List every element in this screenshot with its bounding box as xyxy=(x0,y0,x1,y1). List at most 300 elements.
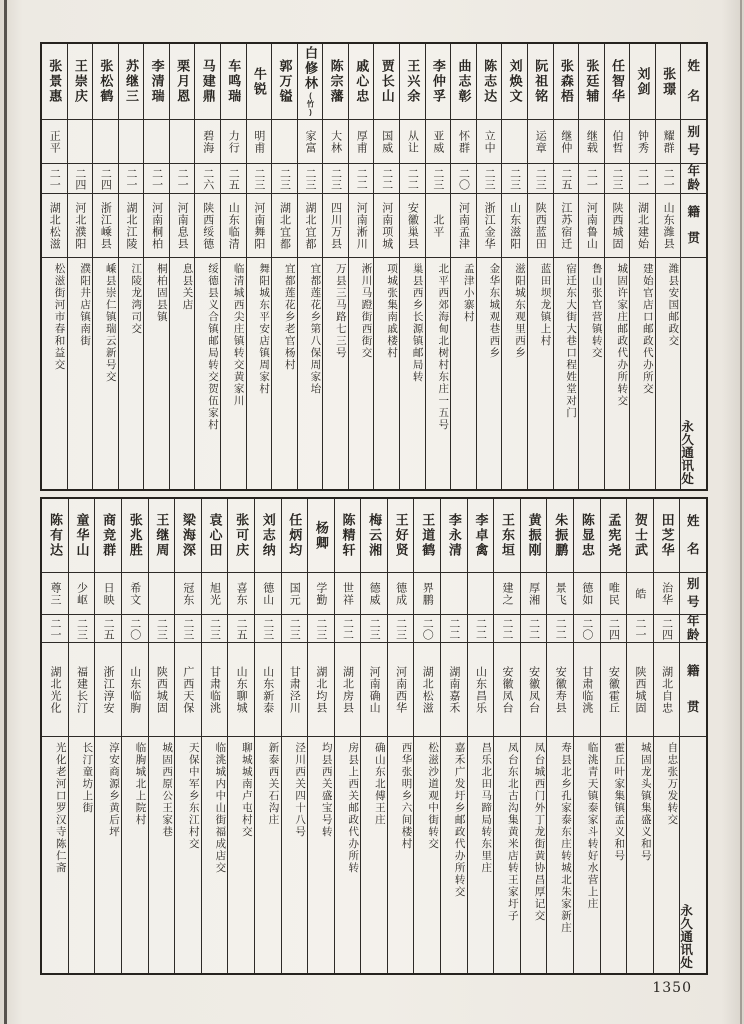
name-cell: 马建鼎 xyxy=(195,44,220,120)
age-cell: 二二 xyxy=(468,615,494,643)
header-age-label: 年 龄 xyxy=(681,164,706,194)
alias-cell: 唯民 xyxy=(601,573,627,615)
native-cell: 广西天保 xyxy=(175,643,201,737)
native-cell: 河北濮阳 xyxy=(68,194,93,258)
bottom-directory-table xyxy=(40,497,708,975)
age-cell: 二一 xyxy=(42,615,68,643)
native-cell: 湖北建始 xyxy=(630,194,655,258)
alias-cell: 厚湘 xyxy=(521,573,547,615)
name-cell: 贾长山 xyxy=(374,44,399,120)
address-cell: 嵊县崇仁镇瑞云新号交 xyxy=(104,263,117,383)
address-cell: 北平西郊海甸北树村东庄一五号 xyxy=(437,263,450,431)
age-cell: 二二 xyxy=(374,164,399,194)
person-column xyxy=(92,44,118,489)
native-cell: 河南鲁山 xyxy=(579,194,604,258)
person-column xyxy=(626,499,653,973)
age-cell: 二三 xyxy=(202,615,228,643)
person-column xyxy=(467,499,494,973)
header-column xyxy=(679,499,706,973)
alias-cell: 建之 xyxy=(494,573,520,615)
name-cell: 王继周 xyxy=(149,499,175,573)
native-cell: 浙江金华 xyxy=(477,194,502,258)
name-cell: 黄振刚 xyxy=(521,499,547,573)
address-cell: 长汀童坊上街 xyxy=(81,742,94,814)
address-cell: 潍县安国邮政交 xyxy=(667,263,680,347)
native-cell: 安徽寿县 xyxy=(547,643,573,737)
alias-cell: 钟秀 xyxy=(630,120,655,164)
age-cell: 二三 xyxy=(308,615,334,643)
age-cell: 二四 xyxy=(601,615,627,643)
person-column xyxy=(476,44,502,489)
person-column xyxy=(546,499,573,973)
alias-cell: 治华 xyxy=(654,573,680,615)
age-cell: 二〇 xyxy=(414,615,440,643)
alias-cell: 耀群 xyxy=(656,120,681,164)
person-column xyxy=(174,499,201,973)
person-column xyxy=(520,499,547,973)
address-cell: 万县三马路七三号 xyxy=(334,263,347,359)
native-cell: 河南舞阳 xyxy=(247,194,272,258)
person-column xyxy=(387,499,414,973)
address-cell: 息县关店 xyxy=(181,263,194,311)
address-cell: 天保中军乡东江村交 xyxy=(187,742,200,850)
person-column xyxy=(220,44,246,489)
header-alias-label: 别 号 xyxy=(681,120,706,164)
native-cell: 甘肃泾川 xyxy=(282,643,308,737)
native-cell: 陕西绥德 xyxy=(195,194,220,258)
header-age-label: 年 龄 xyxy=(680,615,706,643)
address-cell: 松滋街河市春和益交 xyxy=(53,263,66,371)
address-cell: 光化老河口罗汉寺陈仁斋 xyxy=(54,742,67,874)
address-cell: 舞阳城东平安店镇周家村 xyxy=(258,263,271,395)
native-cell: 山东新泰 xyxy=(255,643,281,737)
alias-cell: 少岖 xyxy=(69,573,95,615)
name-cell: 牛锐 xyxy=(247,44,272,120)
native-cell: 湖北松滋 xyxy=(42,194,67,258)
address-cell: 宜都莲花乡第八保周家坮 xyxy=(309,263,322,395)
address-cell: 濮阳井店镇南街 xyxy=(79,263,92,347)
address-cell: 建始官店口邮政代办所交 xyxy=(641,263,654,395)
alias-cell: 皓 xyxy=(627,573,653,615)
address-cell: 嘉禾广发圩乡邮政代办所转交 xyxy=(453,742,466,898)
address-cell: 凤台东北古沟集黄米店转王家圩子 xyxy=(506,742,519,922)
address-cell: 聊城城南卢屯村交 xyxy=(240,742,253,838)
age-cell: 二〇 xyxy=(574,615,600,643)
person-column xyxy=(227,499,254,973)
alias-cell: 世祥 xyxy=(335,573,361,615)
address-cell: 蓝田坝龙镇上村 xyxy=(539,263,552,347)
native-cell: 湖北均县 xyxy=(308,643,334,737)
age-cell: 二三 xyxy=(247,164,272,194)
address-cell: 孟津小寨村 xyxy=(462,263,475,323)
age-cell: 二三 xyxy=(528,164,553,194)
native-cell: 陕西城固 xyxy=(627,643,653,737)
alias-cell: 希文 xyxy=(122,573,148,615)
person-column xyxy=(413,499,440,973)
alias-cell: 德威 xyxy=(361,573,387,615)
address-cell: 泾川西关四十八号 xyxy=(294,742,307,838)
address-cell: 临洮青天镇泰家斗转好水营上庄 xyxy=(586,742,599,910)
age-cell: 二二 xyxy=(521,615,547,643)
address-cell: 确山东北傅王庄 xyxy=(373,742,386,826)
name-cell: 车鸣瑞 xyxy=(221,44,246,120)
name-cell: 朱振鹏 xyxy=(547,499,573,573)
header-native-label: 籍 贯 xyxy=(681,194,706,258)
age-cell: 二三 xyxy=(477,164,502,194)
alias-cell: 力行 xyxy=(221,120,246,164)
address-cell: 新泰西关石沟庄 xyxy=(267,742,280,826)
alias-cell: 德成 xyxy=(388,573,414,615)
alias-cell: 学勤 xyxy=(308,573,334,615)
native-cell: 湖北光化 xyxy=(42,643,68,737)
alias-cell: 正平 xyxy=(42,120,67,164)
name-cell: 王崇庆 xyxy=(68,44,93,120)
name-cell: 刘志纳 xyxy=(255,499,281,573)
person-column xyxy=(655,44,681,489)
top-directory-table xyxy=(40,42,708,491)
native-cell: 河南项城 xyxy=(374,194,399,258)
person-column xyxy=(68,499,95,973)
alias-cell: 怀群 xyxy=(451,120,476,164)
address-cell: 寿县北乡孔家泰东庄转城北朱家新庄 xyxy=(560,742,573,934)
alias-cell xyxy=(468,573,494,615)
person-column xyxy=(246,44,272,489)
person-column xyxy=(450,44,476,489)
age-cell: 二三 xyxy=(149,615,175,643)
native-cell: 福建长汀 xyxy=(69,643,95,737)
name-cell: 任智华 xyxy=(605,44,630,120)
address-cell: 城固西原公王家巷 xyxy=(161,742,174,838)
native-cell: 甘肃临洮 xyxy=(574,643,600,737)
person-column xyxy=(42,44,67,489)
native-cell: 陕西城固 xyxy=(149,643,175,737)
native-cell: 山东聊城 xyxy=(228,643,254,737)
name-cell: 苏继三 xyxy=(119,44,144,120)
person-column xyxy=(322,44,348,489)
person-column xyxy=(493,499,520,973)
native-cell: 河南西华 xyxy=(388,643,414,737)
name-cell: 陈宗藩 xyxy=(323,44,348,120)
name-cell: 童华山 xyxy=(69,499,95,573)
name-cell: 张景惠 xyxy=(42,44,67,120)
address-cell: 均县西关盛宝号转 xyxy=(320,742,333,838)
header-column xyxy=(680,44,706,489)
person-column xyxy=(604,44,630,489)
age-cell: 二二 xyxy=(547,615,573,643)
name-cell: 阮祖铭 xyxy=(528,44,553,120)
age-cell: 二二 xyxy=(335,615,361,643)
native-cell: 安徽凤台 xyxy=(521,643,547,737)
alias-cell xyxy=(119,120,144,164)
alias-cell: 碧海 xyxy=(195,120,220,164)
address-cell: 淳安商源乡黄后坪 xyxy=(107,742,120,838)
native-cell: 湖北松滋 xyxy=(414,643,440,737)
alias-cell: 日映 xyxy=(95,573,121,615)
age-cell: 二二 xyxy=(400,164,425,194)
age-cell: 二三 xyxy=(605,164,630,194)
name-cell: 陈志达 xyxy=(477,44,502,120)
name-cell: 张松鹤 xyxy=(93,44,118,120)
age-cell: 二三 xyxy=(272,164,297,194)
address-cell: 宜都莲花乡老官杨村 xyxy=(283,263,296,371)
native-cell: 河南息县 xyxy=(170,194,195,258)
age-cell: 二三 xyxy=(69,615,95,643)
person-column xyxy=(194,44,220,489)
name-cell: 刘剑 xyxy=(630,44,655,120)
header-address-label: 永 久 通 讯 处 xyxy=(680,904,693,970)
age-cell: 二一 xyxy=(579,164,604,194)
person-column xyxy=(94,499,121,973)
age-cell: 二一 xyxy=(119,164,144,194)
person-column xyxy=(653,499,680,973)
address-cell: 项城张集南戚楼村 xyxy=(386,263,399,359)
alias-cell xyxy=(149,573,175,615)
person-column xyxy=(527,44,553,489)
person-column xyxy=(281,499,308,973)
age-cell: 二一 xyxy=(627,615,653,643)
person-column xyxy=(254,499,281,973)
person-column xyxy=(440,499,467,973)
age-cell: 二三 xyxy=(361,615,387,643)
native-cell: 湖南嘉禾 xyxy=(441,643,467,737)
address-cell: 城固龙头镇集盛义和号 xyxy=(639,742,652,862)
person-column xyxy=(297,44,323,489)
alias-cell xyxy=(441,573,467,615)
address-cell: 江陵龙湾司交 xyxy=(130,263,143,335)
age-cell: 二三 xyxy=(323,164,348,194)
native-cell: 安徽凤台 xyxy=(494,643,520,737)
native-cell: 山东滋阳 xyxy=(502,194,527,258)
age-cell: 二二 xyxy=(441,615,467,643)
alias-cell: 伯哲 xyxy=(605,120,630,164)
address-cell: 金华东城观巷西乡 xyxy=(488,263,501,359)
name-cell: 张可庆 xyxy=(228,499,254,573)
native-cell: 湖北江陵 xyxy=(119,194,144,258)
name-cell: 戚心忠 xyxy=(349,44,374,120)
address-cell: 淅川马蹬街西街交 xyxy=(360,263,373,359)
name-cell: 张廷辅 xyxy=(579,44,604,120)
name-cell: 商竞群 xyxy=(95,499,121,573)
address-cell: 凤台城西门外丁龙街黄协昌厚记交 xyxy=(533,742,546,922)
native-cell: 江苏宿迁 xyxy=(554,194,579,258)
age-cell: 二三 xyxy=(255,615,281,643)
alias-cell: 厚甫 xyxy=(349,120,374,164)
name-cell: 王道鹤 xyxy=(414,499,440,573)
person-column xyxy=(334,499,361,973)
person-column xyxy=(348,44,374,489)
person-column xyxy=(67,44,93,489)
native-cell: 湖北宜都 xyxy=(298,194,323,258)
age-cell: 二五 xyxy=(228,615,254,643)
alias-cell: 旭光 xyxy=(202,573,228,615)
header-address-label: 永 久 通 讯 处 xyxy=(681,420,694,486)
header-alias-label: 别 号 xyxy=(680,573,706,615)
person-column xyxy=(148,499,175,973)
header-native-label: 籍 贯 xyxy=(680,643,706,737)
age-cell: 二三 xyxy=(175,615,201,643)
person-column xyxy=(553,44,579,489)
native-cell: 四川万县 xyxy=(323,194,348,258)
address-cell: 滋阳城东观里西乡 xyxy=(513,263,526,359)
alias-cell: 尊三 xyxy=(42,573,68,615)
age-cell: 二一 xyxy=(170,164,195,194)
name-cell: 李卓禽 xyxy=(468,499,494,573)
age-cell: 二二 xyxy=(349,164,374,194)
alias-cell: 明甫 xyxy=(247,120,272,164)
address-cell: 城固许家庄邮政代办所转交 xyxy=(616,263,629,407)
name-cell: 梁海深 xyxy=(175,499,201,573)
person-column xyxy=(307,499,334,973)
alias-cell: 继仲 xyxy=(554,120,579,164)
person-column xyxy=(578,44,604,489)
age-cell: 二五 xyxy=(221,164,246,194)
alias-cell: 立中 xyxy=(477,120,502,164)
name-cell: 陈显忠 xyxy=(574,499,600,573)
address-cell: 西华张明乡六间楼村 xyxy=(400,742,413,850)
address-cell: 绥德县义合镇邮局转交贺伍家村 xyxy=(207,263,220,431)
alias-cell xyxy=(502,120,527,164)
name-cell: 曲志彰 xyxy=(451,44,476,120)
alias-cell: 喜东 xyxy=(228,573,254,615)
native-cell: 陕西蓝田 xyxy=(528,194,553,258)
age-cell: 二四 xyxy=(654,615,680,643)
alias-cell: 德山 xyxy=(255,573,281,615)
header-name-label: 姓 名 xyxy=(681,44,706,120)
native-cell: 河南淅川 xyxy=(349,194,374,258)
alias-cell: 亚威 xyxy=(426,120,451,164)
person-column xyxy=(629,44,655,489)
header-name-label: 姓 名 xyxy=(680,499,706,573)
alias-cell: 冠东 xyxy=(175,573,201,615)
age-cell: 二四 xyxy=(93,164,118,194)
name-annotation: (竹) xyxy=(306,91,316,117)
age-cell: 二一 xyxy=(42,164,67,194)
age-cell: 二四 xyxy=(68,164,93,194)
person-column xyxy=(360,499,387,973)
native-cell: 安徽霍丘 xyxy=(601,643,627,737)
alias-cell xyxy=(144,120,169,164)
alias-cell: 运章 xyxy=(528,120,553,164)
native-cell: 湖北宜都 xyxy=(272,194,297,258)
age-cell: 二〇 xyxy=(451,164,476,194)
person-column xyxy=(501,44,527,489)
address-cell: 临洮城内中山街福成店交 xyxy=(214,742,227,874)
person-column xyxy=(169,44,195,489)
age-cell: 二三 xyxy=(426,164,451,194)
person-column xyxy=(143,44,169,489)
alias-cell xyxy=(170,120,195,164)
native-cell: 山东临清 xyxy=(221,194,246,258)
name-cell: 李清瑞 xyxy=(144,44,169,120)
address-cell: 桐柏固县镇 xyxy=(155,263,168,323)
native-cell: 陕西城固 xyxy=(605,194,630,258)
name-cell: 栗月恩 xyxy=(170,44,195,120)
alias-cell: 国元 xyxy=(282,573,308,615)
person-column xyxy=(121,499,148,973)
alias-cell: 德如 xyxy=(574,573,600,615)
address-cell: 巢县西乡长源镇邮局转 xyxy=(411,263,424,383)
person-column xyxy=(573,499,600,973)
person-column xyxy=(399,44,425,489)
age-cell: 二五 xyxy=(554,164,579,194)
native-cell: 湖北房县 xyxy=(335,643,361,737)
page-number: 1350 xyxy=(652,980,692,996)
name-cell: 张璟 xyxy=(656,44,681,120)
address-cell: 鲁山张官营镇转交 xyxy=(590,263,603,359)
name-cell: 李永清 xyxy=(441,499,467,573)
alias-cell: 大林 xyxy=(323,120,348,164)
native-cell: 山东潍县 xyxy=(656,194,681,258)
alias-cell: 国威 xyxy=(374,120,399,164)
age-cell: 二三 xyxy=(502,164,527,194)
address-cell: 宿迁东大街大巷口程姓堂对门 xyxy=(565,263,578,419)
scan-gutter-edge xyxy=(4,0,7,1024)
address-cell: 昌乐北田马蹄局转东里庄 xyxy=(480,742,493,874)
address-cell: 临朐城北上院村 xyxy=(134,742,147,826)
name-cell: 陈有达 xyxy=(42,499,68,573)
native-cell: 山东昌乐 xyxy=(468,643,494,737)
name-cell: 杨卿 xyxy=(308,499,334,573)
name-cell: 田芝华 xyxy=(654,499,680,573)
name-cell: 贺士武 xyxy=(627,499,653,573)
native-cell: 湖北自忠 xyxy=(654,643,680,737)
name-cell: 王东垣 xyxy=(494,499,520,573)
age-cell: 二三 xyxy=(298,164,323,194)
alias-cell: 家富 xyxy=(298,120,323,164)
age-cell: 二一 xyxy=(630,164,655,194)
name-cell: 刘焕文 xyxy=(502,44,527,120)
native-cell: 北平 xyxy=(426,194,451,258)
alias-cell: 从让 xyxy=(400,120,425,164)
native-cell: 甘肃临洮 xyxy=(202,643,228,737)
alias-cell xyxy=(93,120,118,164)
address-cell: 临清城西尖庄镇转交黄家川 xyxy=(232,263,245,407)
address-cell: 房县上西关邮政代办所转 xyxy=(347,742,360,874)
scan-right-edge xyxy=(740,0,742,1024)
name-cell: 李仲孚 xyxy=(426,44,451,120)
native-cell: 浙江嵊县 xyxy=(93,194,118,258)
name-cell: 张森梧 xyxy=(554,44,579,120)
name-cell: 王兴余 xyxy=(400,44,425,120)
address-cell: 松滋沙道观中街转交 xyxy=(427,742,440,850)
age-cell: 二〇 xyxy=(122,615,148,643)
name-cell: 任炳均 xyxy=(282,499,308,573)
name-cell: 袁心田 xyxy=(202,499,228,573)
alias-cell: 继载 xyxy=(579,120,604,164)
person-column xyxy=(425,44,451,489)
address-cell: 自忠张万发转交 xyxy=(666,742,679,826)
age-cell: 二六 xyxy=(195,164,220,194)
name-cell: 孟宪尧 xyxy=(601,499,627,573)
alias-cell: 景飞 xyxy=(547,573,573,615)
person-column xyxy=(271,44,297,489)
alias-cell: 界鹏 xyxy=(414,573,440,615)
person-column xyxy=(201,499,228,973)
native-cell: 安徽巢县 xyxy=(400,194,425,258)
native-cell: 河南孟津 xyxy=(451,194,476,258)
native-cell: 河南确山 xyxy=(361,643,387,737)
age-cell: 二三 xyxy=(282,615,308,643)
name-cell: 王好贤 xyxy=(388,499,414,573)
age-cell: 二五 xyxy=(95,615,121,643)
age-cell: 二一 xyxy=(144,164,169,194)
age-cell: 二三 xyxy=(388,615,414,643)
address-cell: 霍丘叶家集镇孟义和号 xyxy=(613,742,626,862)
name-cell: 梅云湘 xyxy=(361,499,387,573)
name-cell: 陈精轩 xyxy=(335,499,361,573)
alias-cell xyxy=(68,120,93,164)
age-cell: 二一 xyxy=(656,164,681,194)
